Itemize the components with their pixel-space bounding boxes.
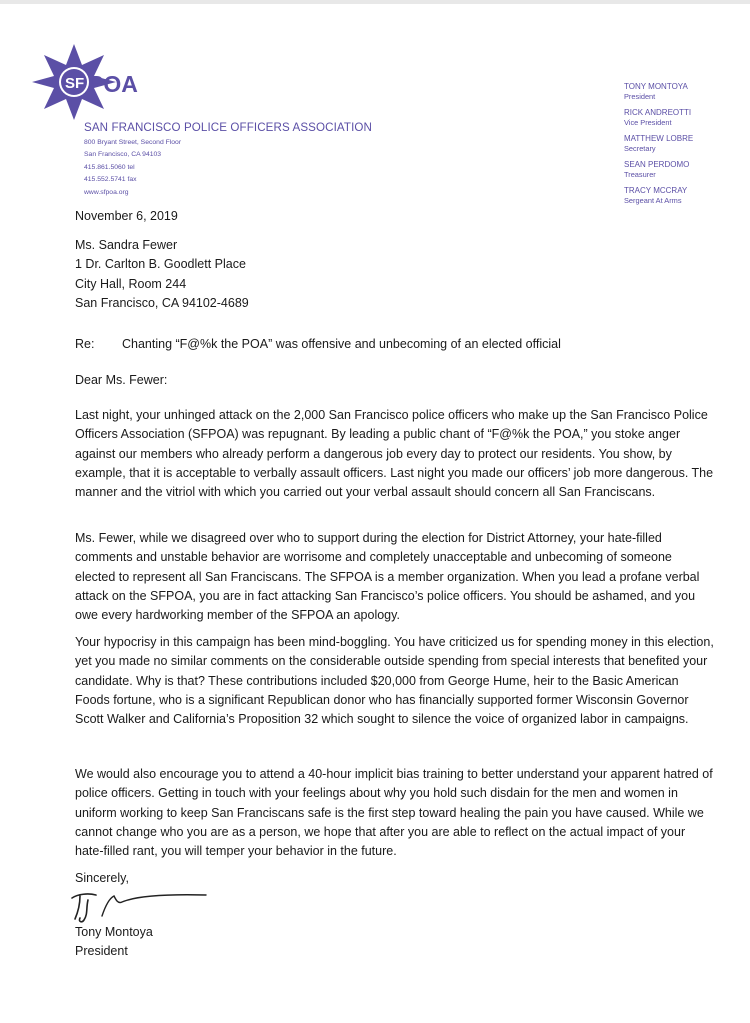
recipient-street: 1 Dr. Carlton B. Goodlett Place — [75, 257, 246, 272]
recipient-room: City Hall, Room 244 — [75, 276, 187, 291]
officer-title: President — [624, 92, 656, 101]
org-address-line: San Francisco, CA 94103 — [84, 151, 162, 159]
officer-title: Vice President — [624, 118, 672, 127]
officer-name: SEAN PERDOMO — [624, 160, 690, 169]
officer-entry — [624, 160, 744, 179]
officer-name: TONY MONTOYA — [624, 82, 688, 91]
officer-name: TRACY MCCRAY — [624, 186, 688, 195]
salutation: Dear Ms. Fewer: — [75, 373, 168, 387]
letter-date: November 6, 2019 — [75, 209, 178, 223]
org-address-line: 800 Bryant Street, Second Floor — [84, 139, 182, 146]
signer-name: Tony Montoya — [75, 925, 153, 939]
subject-line — [75, 335, 715, 354]
handwritten-signature — [66, 886, 216, 926]
recipient-city: San Francisco, CA 94102-4689 — [75, 295, 249, 310]
officer-entry — [624, 82, 744, 101]
officer-name: MATTHEW LOBRE — [624, 134, 694, 143]
officer-name: RICK ANDREOTTI — [624, 108, 692, 117]
officer-entry — [624, 134, 744, 153]
svg-text:SF: SF — [65, 75, 85, 92]
recipient-name: Ms. Sandra Fewer — [75, 238, 178, 252]
subject-text: Chanting “F@%k the POA” was offensive and unbecoming of an elected official — [122, 337, 561, 351]
signer-block — [75, 923, 715, 961]
org-website: www.sfpoa.org — [84, 188, 129, 196]
recipient-address — [75, 236, 715, 313]
officer-entry — [624, 186, 744, 205]
closing: Sincerely, — [75, 871, 129, 885]
body-paragraph: Your hypocrisy in this campaign has been mind-boggling. You have criticized us for spending money in this election, yet you made no similar comments on the considerable outside spending from special interests that benefited your candidate. Why is that? These contributions included $20,000 from George Hume, heir to the Basic American Foods fortune, who is a significant Republican donor who has financially supported former Wisconsin Governor Scott Walker and California’s Proposition 32 which sought to silence the voice of organized labor in campaigns. — [75, 635, 714, 727]
org-address — [84, 137, 181, 199]
svg-text:POA: POA — [88, 71, 138, 97]
officers-list — [624, 82, 744, 212]
subject-label: Re: — [75, 337, 95, 351]
officer-title: Treasurer — [624, 170, 656, 179]
body-paragraph: We would also encourage you to attend a 40-hour implicit bias training to better understand your apparent hatred of police officers. Getting in touch with your feelings about why you hold such disdain for the men and women in uniform working to keep San Franciscans safe is the first step toward healing the pain you have caused. While we cannot change who you are as a person, we hope that after you are able to reflect on the actual impact of your hate-filled rant, you will temper your behavior in the future. — [75, 767, 713, 859]
org-fax: 415.552.5741 fax — [84, 176, 137, 184]
officer-entry — [624, 108, 744, 127]
sfpoa-star-logo — [30, 42, 160, 122]
letterhead — [0, 0, 750, 220]
body-paragraph: Ms. Fewer, while we disagreed over who to support during the election for District Attorney, your hate-filled comments and unstable behavior are worrisome and completely unacceptable and unbecoming of someone elected to represent all San Franciscans. The SFPOA is a member organization. When you lead a profane verbal attack on the SFPOA, you are in fact attacking San Francisco’s police officers. You should be ashamed, and you owe every hardworking member of the SFPOA an apology. — [75, 531, 700, 623]
body-paragraph: Last night, your unhinged attack on the 2,000 San Francisco police officers who make up the San Francisco Police Officers Association (SFPOA) was repugnant. By leading a public chant of “F@%k the POA,” you stoke anger against our members who already perform a dangerous job every day to protect our residents. You show, by example, that it is acceptable to verbally assault officers. Last night you made our officers’ job more dangerous. The manner and the vitriol with which you carried out your verbal assault should concern all San Franciscans. — [75, 408, 714, 500]
officer-title: Secretary — [624, 144, 656, 153]
org-name: SAN FRANCISCO POLICE OFFICERS ASSOCIATION — [84, 121, 372, 134]
signer-title: President — [75, 944, 128, 958]
officer-title: Sergeant At Arms — [624, 196, 682, 205]
org-phone: 415.861.5060 tel — [84, 163, 135, 171]
